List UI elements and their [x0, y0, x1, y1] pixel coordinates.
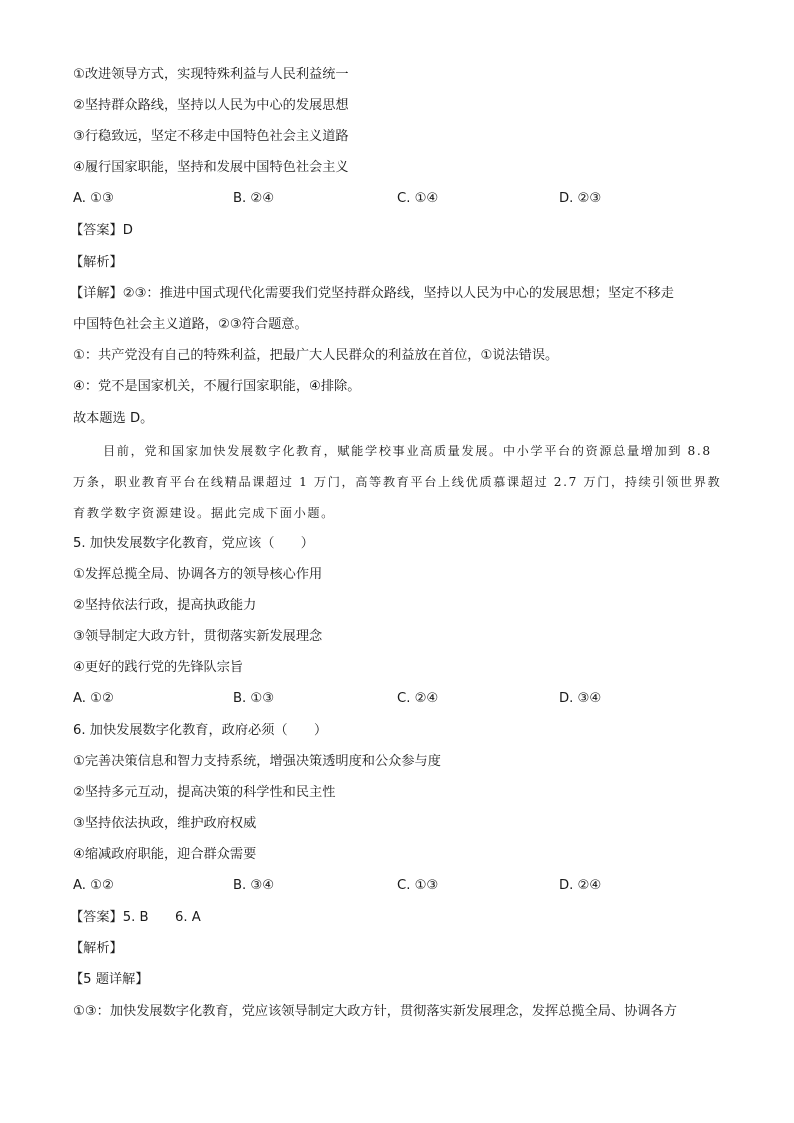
q6-item-2: ②坚持多元互动，提高决策的科学性和民主性	[73, 785, 336, 800]
q4-item-1: ①改进领导方式，实现特殊利益与人民利益统一	[73, 67, 349, 82]
q4-answer	[70, 222, 133, 240]
q6-item-1: ①完善决策信息和智力支持系统，增强决策透明度和公众参与度	[73, 754, 441, 769]
q6-item-4: ④缩减政府职能，迎合群众需要	[73, 847, 257, 862]
q6-stem: 6. 加快发展数字化教育，政府必须（ ）	[73, 723, 328, 738]
q4-options	[73, 190, 733, 208]
q4-item-3: ③行稳致远，坚定不移走中国特色社会主义道路	[73, 129, 349, 144]
q6-option-c: C. ①③	[397, 878, 439, 893]
detail-text: ②③：推进中国式现代化需要我们党坚持群众路线，坚持以人民为中心的发展思想；坚定不移走	[122, 286, 674, 301]
q56-analysis-tag: 【解析】	[70, 941, 123, 956]
q4-detail-line-4: ④：党不是国家机关，不履行国家职能，④排除。	[73, 379, 361, 394]
q4-option-a: A. ①③	[73, 191, 114, 206]
answer-tag: 【答案】	[70, 223, 123, 238]
q5-option-d: D. ③④	[559, 691, 602, 706]
q4-analysis-tag: 【解析】	[70, 255, 123, 270]
answer-value: 5. B 6. A	[122, 910, 201, 925]
q4-detail-line-1	[70, 285, 674, 303]
q4-item-2: ②坚持群众路线，坚持以人民为中心的发展思想	[73, 98, 349, 113]
q4-detail-line-5: 故本题选 D。	[73, 411, 154, 426]
q6-option-b: B. ③④	[233, 878, 275, 893]
q5-stem: 5. 加快发展数字化教育，党应该（ ）	[73, 536, 314, 551]
q4-option-d: D. ②③	[559, 191, 602, 206]
q5-option-b: B. ①③	[233, 691, 275, 706]
answer-tag: 【答案】	[70, 910, 123, 925]
q6-options	[73, 877, 733, 895]
q5-item-2: ②坚持依法行政，提高执政能力	[73, 598, 257, 613]
q4-item-4: ④履行国家职能，坚持和发展中国特色社会主义	[73, 160, 349, 175]
material-line-3: 育教学数字资源建设。据此完成下面小题。	[73, 506, 335, 520]
q6-option-d: D. ②④	[559, 878, 602, 893]
answer-value: D	[122, 223, 133, 238]
q5-options	[73, 690, 733, 708]
q5-item-3: ③领导制定大政方针，贯彻落实新发展理念	[73, 629, 323, 644]
q4-detail-line-3: ①：共产党没有自己的特殊利益，把最广大人民群众的利益放在首位，①说法错误。	[73, 348, 559, 363]
q56-answer	[70, 909, 201, 927]
material-line-2: 万条，职业教育平台在线精品课超过 1 万门，高等教育平台上线优质慕课超过 2.7 万门，持续引领世界教	[73, 475, 722, 489]
detail-tag: 【详解】	[70, 286, 123, 301]
q6-item-3: ③坚持依法执政，维护政府权威	[73, 816, 257, 831]
q5-item-4: ④更好的践行党的先锋队宗旨	[73, 660, 244, 675]
q4-option-b: B. ②④	[233, 191, 275, 206]
material-line-1: 目前，党和国家加快发展数字化教育，赋能学校事业高质量发展。中小学平台的资源总量增加到 8.8	[103, 444, 712, 458]
q5-detail-tag: 【5 题详解】	[70, 972, 149, 987]
q6-option-a: A. ①②	[73, 878, 114, 893]
q5-detail-line-1: ①③：加快发展数字化教育，党应该领导制定大政方针，贯彻落实新发展理念，发挥总揽全局、协调各方	[73, 1004, 677, 1019]
q5-option-a: A. ①②	[73, 691, 114, 706]
q4-detail-line-2: 中国特色社会主义道路，②③符合题意。	[73, 317, 308, 332]
q4-option-c: C. ①④	[397, 191, 439, 206]
q5-item-1: ①发挥总揽全局、协调各方的领导核心作用	[73, 567, 323, 582]
q5-option-c: C. ②④	[397, 691, 439, 706]
